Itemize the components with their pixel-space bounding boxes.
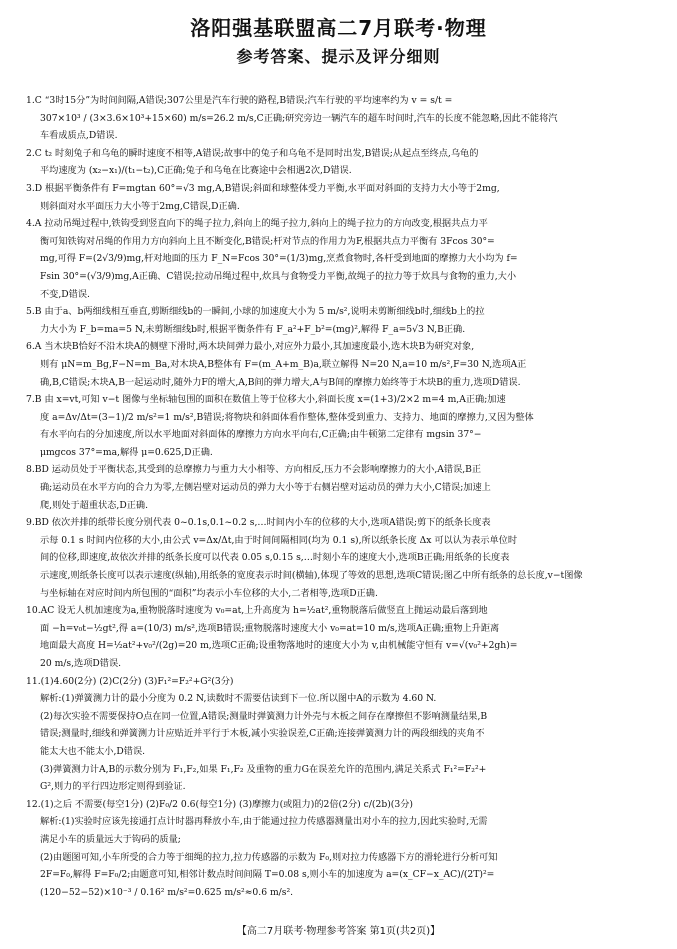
answer-item (26, 461, 654, 514)
answer-line: 4.A 拉动吊绳过程中,铁钩受到竖直向下的绳子拉力,斜向上的绳子拉力,斜向上的绳子拉力的方向改变,根据共点力平 (26, 218, 488, 230)
answer-line: 衡可知铁钩对吊绳的作用力方向斜向上且不断变化,B错误;杆对节点的作用力为F,根据共点力平衡有 3Fcos 30°= (40, 235, 495, 247)
answer-line: 12.(1)之后 不需要(每空1分) (2)F₀/2 0.6(每空1分) (3)摩擦力(或阻力)的2倍(2分) c/(2b)(3分) (26, 798, 414, 810)
answer-line: 7.B 由 x=vt,可知 v−t 图像与坐标轴包围的面积在数值上等于位移大小,斜面长度 x=(1+3)/2×2 m=4 m,A正确;加速 (26, 394, 506, 406)
answer-line: 车看成质点,D错误. (40, 130, 118, 142)
answer-item (26, 92, 654, 145)
answer-list (26, 92, 654, 901)
answer-line: 与坐标轴在对应时间内所包围的“面积”均表示小车位移的大小,二者相等,选项D正确. (40, 587, 378, 599)
answer-line: (3)弹簧测力计A,B的示数分别为 F₁,F₂,如果 F₁,F₂ 及重物的重力G在误差允许的范围内,满足关系式 F₁²=F₂²+ (40, 763, 487, 775)
answer-line: 3.D 根据平衡条件有 F=mgtan 60°=√3 mg,A,B错误;斜面和球整体受力平衡,水平面对斜面的支持力大小等于2mg, (26, 182, 500, 194)
answer-line: 2.C t₂ 时刻兔子和乌龟的瞬时速度不相等,A错误;故事中的兔子和乌龟不是同时出发,B错误;从起点至终点,乌龟的 (26, 147, 479, 159)
answer-line: 地面最大高度 H=½at²+v₀²/(2g)=20 m,选项C正确;设重物落地时的速度大小为 v,由机械能守恒有 v=√(v₀²+2gh)= (40, 640, 518, 652)
answer-line: 2F=F₀,解得 F=F₀/2;由题意可知,相邻计数点时间间隔 T=0.08 s,则小车的加速度为 a=(x_CF−x_AC)/(2T)²= (40, 869, 495, 881)
answer-line: 示每 0.1 s 时间内位移的大小,由公式 v=Δx/Δt,由于时间间隔相同(均为 0.1 s),所以纸条长度 Δx 可以认为表示单位时 (40, 534, 518, 546)
answer-line: 5.B 由于a、b两细线相互垂直,剪断细线b的一瞬间,小球的加速度大小为 5 m/s²,说明未剪断细线b时,细线b上的拉 (26, 306, 485, 318)
answer-line: (2)每次实验不需要保持O点在同一位置,A错误;测量时弹簧测力计外壳与木板之间存在摩擦但不影响测量结果,B (40, 710, 488, 722)
answer-line: 面 −h=v₀t−½gt²,得 a=(10/3) m/s²,选项B错误;重物脱落时速度大小 v₀=at=10 m/s,选项A正确;重物上升距离 (40, 622, 500, 634)
answer-line: 确,B,C错误;木块A,B一起运动时,随外力F的增大,A,B间的弹力增大,A与B间的摩擦力始终等于木块B的重力,选项D错误. (40, 376, 521, 388)
answer-item (26, 673, 654, 796)
answer-line: 11.(1)4.60(2分) (2)C(2分) (3)F₁²=F₂²+G²(3分) (26, 675, 234, 687)
answer-line: 则有 μN=m_Bg,F−N=m_Ba,对木块A,B整体有 F=(m_A+m_B)a,联立解得 N=20 N,a=10 m/s²,F=30 N,选项A正 (40, 358, 527, 370)
answer-item (26, 145, 654, 180)
answer-item (26, 215, 654, 303)
answer-item (26, 180, 654, 215)
answer-line: 10.AC 设无人机加速度为a,重物脱落时速度为 v₀=at,上升高度为 h=½at²,重物脱落后做竖直上抛运动最后落到地 (26, 605, 488, 617)
answer-line: μmgcos 37°=ma,解得 μ=0.625,D正确. (40, 446, 213, 458)
answer-line: 307×10³ / (3×3.6×10³+15×60) m/s=26.2 m/s,C正确;研究旁边一辆汽车的超车时间时,汽车的长度不能忽略,因此不能将汽 (40, 112, 558, 124)
answer-line: 6.A 当木块B恰好不沿木块A的侧壁下滑时,两木块间弹力最小,对应外力最小,其加速度最小,选木块B为研究对象, (26, 341, 475, 353)
answer-line: (2)由题图可知,小车所受的合力等于细绳的拉力,拉力传感器的示数为 F₀,则对拉力传感器下方的滑轮进行分析可知 (40, 851, 498, 863)
answer-line: 确;运动员在水平方向的合力为零,左侧岩壁对运动员的弹力大小等于右侧岩壁对运动员的弹力大小,C错误;加速上 (40, 482, 491, 494)
answer-line: 1.C “3时15分”为时间间隔,A错误;307公里是汽车行驶的路程,B错误;汽车行驶的平均速率约为 v = s/t = (26, 95, 453, 106)
answer-line: 示速度,则纸条长度可以表示速度(纵轴),用纸条的宽度表示时间(横轴),体现了等效的思想,选项C错误;图乙中所有纸条的总长度,v−t图像 (40, 570, 583, 582)
answer-line: 解析:(1)弹簧测力计的最小分度为 0.2 N,读数时不需要估读到下一位.所以图中A的示数为 4.60 N. (40, 693, 437, 705)
answer-item (26, 338, 654, 391)
answer-line: 20 m/s,选项D错误. (40, 658, 122, 669)
answer-line: 有水平向右的分加速度,所以水平地面对斜面体的摩擦力方向水平向右,C正确;由牛顿第二定律有 mgsin 37°− (40, 429, 482, 441)
answer-line: G²,则力的平行四边形定则得到验证. (40, 781, 186, 793)
answer-line: 解析:(1)实验时应该先接通打点计时器再释放小车,由于能通过拉力传感器测量出对小车的拉力,因此实验时,无需 (40, 816, 488, 828)
answer-line: 平均速度为 (x₂−x₁)/(t₁−t₂),C正确;兔子和乌龟在比赛途中会相遇2次,D错误. (40, 165, 352, 177)
document-subtitle: 参考答案、提示及评分细则 (236, 47, 441, 66)
answer-line: 8.BD 运动员处于平衡状态,其受到的总摩擦力与重力大小相等、方向相反,压力不会影响摩擦力的大小,A错误,B正 (26, 464, 482, 476)
answer-item (26, 391, 654, 461)
answer-line: 错误;测量时,细线和弹簧测力计应贴近并平行于木板,减小实验误差,C正确;连接弹簧测力计的两段细线的夹角不 (40, 728, 485, 740)
answer-line: 不变,D错误. (40, 288, 90, 300)
answer-item (26, 303, 654, 338)
answer-item (26, 796, 654, 902)
answer-line: 度 a=Δv/Δt=(3−1)/2 m/s²=1 m/s²,B错误;将物块和斜面体看作整体,整体受到重力、支持力、地面的摩擦力,又因为整体 (40, 411, 534, 423)
answer-line: 间的位移,即速度,故依次并排的纸条长度可以代表 0.05 s,0.15 s,…时刻小车的速度大小,选项B正确;用纸条的长度表 (40, 552, 510, 564)
answer-item (26, 602, 654, 672)
answer-line: 能太大也不能太小,D错误. (40, 745, 146, 757)
answer-line: 爬,则处于超重状态,D正确. (40, 499, 149, 511)
answer-line: Fsin 30°=(√3/9)mg,A正确、C错误;拉动吊绳过程中,炊具与食物受力平衡,故绳子的拉力等于炊具与食物的重力,大小 (40, 270, 517, 282)
answer-item (26, 514, 654, 602)
answer-line: mg,可得 F=(2√3/9)mg,杆对地面的压力 F_N=Fcos 30°=(1/3)mg,烹煮食物时,各杆受到地面的摩擦力大小均为 f= (40, 253, 518, 265)
document-title: 洛阳强基联盟高二7月联考·物理 (190, 16, 487, 40)
answer-line: 则斜面对水平面压力大小等于2mg,C错误,D正确. (40, 200, 240, 212)
answer-line: 9.BD 依次并排的纸带长度分别代表 0~0.1s,0.1~0.2 s,…时间内小车的位移的大小,选项A错误;剪下的纸条长度表 (26, 517, 491, 529)
page-footer: 【高二7月联考·物理参考答案 第1页(共2页)】 (236, 926, 441, 937)
answer-line: (120−52−52)×10⁻³ / 0.16² m/s²=0.625 m/s²≈0.6 m/s². (40, 886, 294, 898)
answer-line: 满足小车的质量远大于钩码的质量; (40, 833, 181, 845)
answer-line: 力大小为 F_b=ma=5 N,未剪断细线b时,根据平衡条件有 F_a²+F_b²=(mg)²,解得 F_a=5√3 N,B正确. (40, 323, 466, 335)
